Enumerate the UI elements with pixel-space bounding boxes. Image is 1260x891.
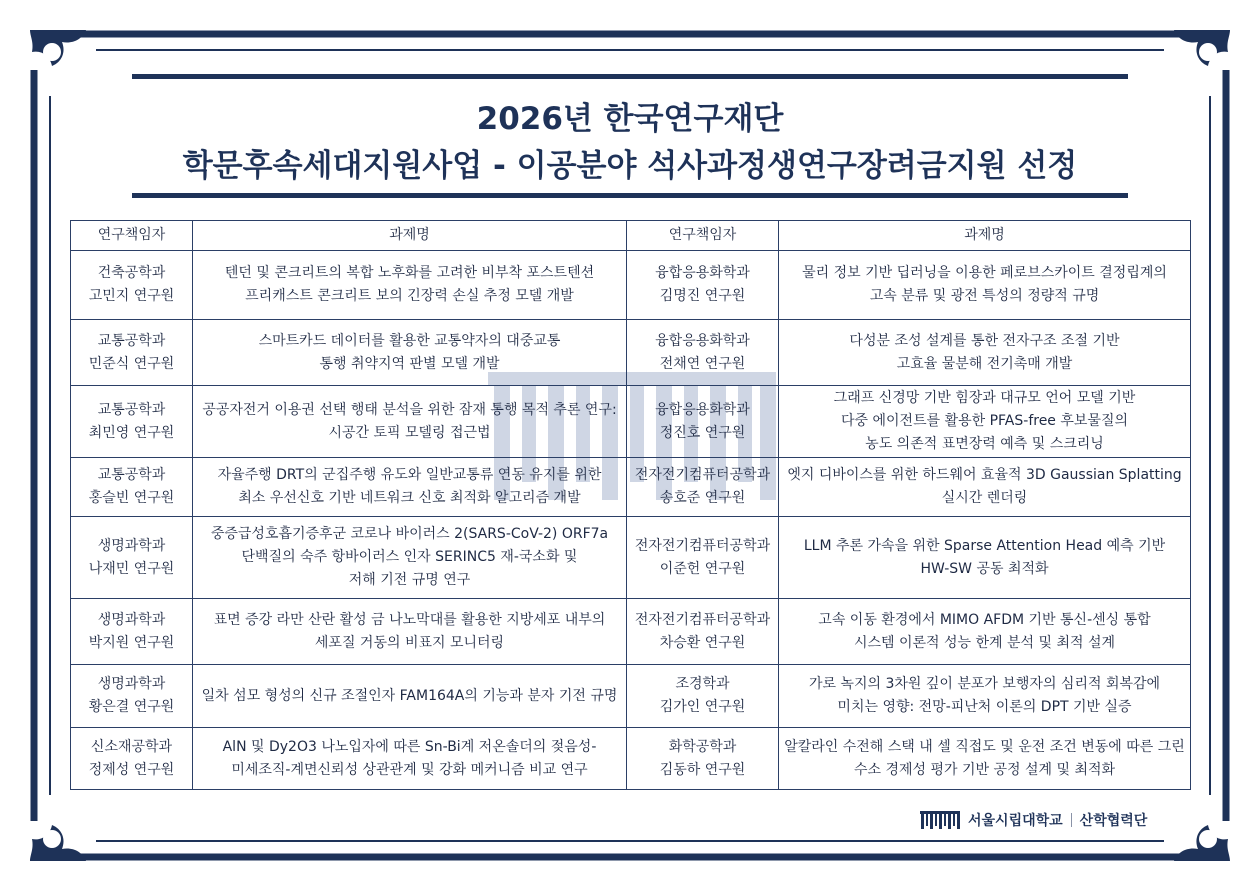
right-project-title-line: 가로 녹지의 3차원 깊이 분포가 보행자의 심리적 회복감에 — [808, 676, 1161, 692]
left-researcher-cell — [71, 251, 193, 320]
selection-table — [70, 220, 1191, 790]
left-project-title-cell — [193, 251, 627, 320]
footer-university: 서울시립대학교 — [968, 813, 1063, 829]
page-title-line1: 2026년 한국연구재단 — [476, 101, 784, 137]
right-researcher-name: 이준헌 연구원 — [659, 560, 746, 577]
left-department: 신소재공학과 — [90, 738, 173, 755]
right-project-title-line: 알칼라인 수전해 스택 내 셀 직접도 및 운전 조건 변동에 따른 그린 — [784, 738, 1185, 755]
table-row — [71, 386, 1191, 458]
left-project-title-cell — [193, 320, 627, 386]
header-project-right: 과제명 — [779, 221, 1191, 251]
right-project-title-line: 시스템 이론적 성능 한계 분석 및 최적 설계 — [853, 634, 1116, 651]
left-department: 생명과학과 — [97, 537, 166, 554]
right-researcher-name: 정진호 연구원 — [659, 424, 746, 441]
right-project-title-cell — [779, 320, 1191, 386]
table-row — [71, 599, 1191, 665]
right-department: 융합응용화학과 — [655, 332, 750, 349]
left-project-title-line: 시공간 토픽 모델링 접근법 — [328, 424, 491, 441]
right-department: 전자전기컴퓨터공학과 — [634, 467, 771, 483]
right-project-title-line: 고효율 물분해 전기촉매 개발 — [896, 355, 1073, 372]
left-researcher-cell — [71, 599, 193, 665]
right-researcher-name: 전채연 연구원 — [659, 355, 746, 372]
right-project-title-cell — [779, 458, 1191, 517]
right-project-title-line: 미치는 영향: 전망-피난처 이론의 DPT 기반 실증 — [837, 699, 1132, 715]
right-researcher-cell — [627, 728, 779, 790]
right-researcher-cell — [627, 599, 779, 665]
right-project-title-cell — [779, 599, 1191, 665]
left-project-title-cell — [193, 517, 627, 599]
right-department: 융합응용화학과 — [655, 265, 750, 281]
right-researcher-name: 송호준 연구원 — [659, 490, 746, 506]
left-project-title-cell — [193, 728, 627, 790]
left-researcher-name: 나재민 연구원 — [88, 560, 175, 577]
left-department: 생명과학과 — [97, 611, 166, 628]
left-project-title-cell — [193, 665, 627, 728]
footer-logo — [920, 808, 1160, 832]
header-researcher-right: 연구책임자 — [627, 221, 779, 251]
right-project-title-cell — [779, 517, 1191, 599]
footer-office: 산학협력단 — [1079, 813, 1148, 829]
title-block — [132, 74, 1128, 200]
right-department: 전자전기컴퓨터공학과 — [634, 537, 771, 554]
left-project-title-line: 텐던 및 콘크리트의 복합 노후화를 고려한 비부착 포스트텐션 — [224, 265, 595, 281]
right-project-title-line: LLM 추론 가속을 위한 Sparse Attention Head 예측 기반 — [803, 537, 1166, 554]
right-project-title-line: 물리 정보 기반 딥러닝을 이용한 페로브스카이트 결정립계의 — [802, 265, 1167, 281]
right-researcher-cell — [627, 386, 779, 458]
right-department: 융합응용화학과 — [655, 401, 750, 418]
table-row — [71, 665, 1191, 728]
left-project-title-line: 프리캐스트 콘크리트 보의 긴장력 손실 추정 모델 개발 — [245, 288, 574, 304]
left-researcher-cell — [71, 386, 193, 458]
header-researcher-left: 연구책임자 — [71, 221, 193, 251]
table-row — [71, 517, 1191, 599]
right-researcher-cell — [627, 458, 779, 517]
left-department: 건축공학과 — [97, 265, 166, 281]
right-researcher-cell — [627, 665, 779, 728]
right-researcher-name: 차승환 연구원 — [659, 634, 746, 651]
left-researcher-name: 최민영 연구원 — [88, 424, 175, 441]
left-project-title-line: 저해 기전 규명 연구 — [348, 572, 471, 588]
left-project-title-line: 중증급성호흡기증후군 코로나 바이러스 2(SARS-CoV-2) ORF7a — [210, 526, 609, 542]
right-researcher-name: 김동하 연구원 — [659, 761, 746, 778]
right-project-title-line: 수소 경제성 평가 기반 공정 설계 및 최적화 — [853, 761, 1116, 778]
left-researcher-name: 황은결 연구원 — [88, 699, 175, 715]
right-project-title-line: HW-SW 공동 최적화 — [920, 560, 1049, 577]
left-project-title-line: 표면 증강 라만 산란 활성 금 나노막대를 활용한 지방세포 내부의 — [213, 611, 606, 628]
right-researcher-name: 김명진 연구원 — [659, 288, 746, 304]
right-researcher-cell — [627, 320, 779, 386]
left-project-title-line: 자율주행 DRT의 군집주행 유도와 일반교통류 연동 유지를 위한 — [217, 467, 602, 483]
left-project-title-cell — [193, 599, 627, 665]
left-department: 생명과학과 — [97, 676, 166, 692]
left-project-title-line: 통행 취약지역 판별 모델 개발 — [319, 355, 500, 372]
left-project-title-line: 미세조직-계면신뢰성 상관관계 및 강화 메커니즘 비교 연구 — [231, 761, 588, 778]
left-project-title-line: AlN 및 Dy2O3 나노입자에 따른 Sn-Bi계 저온솔더의 젖음성- — [222, 738, 597, 755]
left-project-title-line: 일차 섬모 형성의 신규 조절인자 FAM164A의 기능과 분자 기전 규명 — [201, 687, 618, 704]
right-project-title-cell — [779, 251, 1191, 320]
right-project-title-line: 엣지 디바이스를 위한 하드웨어 효율적 3D Gaussian Splatting — [787, 467, 1182, 483]
right-project-title-cell — [779, 665, 1191, 728]
right-researcher-cell — [627, 251, 779, 320]
right-project-title-line: 고속 이동 환경에서 MIMO AFDM 기반 통신-센싱 통합 — [818, 611, 1151, 628]
footer-divider — [1071, 813, 1072, 827]
table-row — [71, 458, 1191, 517]
left-researcher-cell — [71, 320, 193, 386]
page-title-line2: 학문후속세대지원사업 - 이공분야 석사과정생연구장려금지원 선정 — [182, 148, 1078, 184]
right-researcher-name: 김가인 연구원 — [659, 699, 746, 715]
right-department: 전자전기컴퓨터공학과 — [634, 611, 771, 628]
left-researcher-name: 박지원 연구원 — [88, 634, 175, 651]
right-project-title-line: 다성분 조성 설계를 통한 전자구조 조절 기반 — [849, 332, 1120, 349]
left-department: 교통공학과 — [97, 332, 166, 349]
right-project-title-cell — [779, 728, 1191, 790]
header-project-left: 과제명 — [193, 221, 627, 251]
left-project-title-line: 스마트카드 데이터를 활용한 교통약자의 대중교통 — [258, 332, 561, 349]
left-researcher-name: 정제성 연구원 — [88, 761, 175, 778]
table-row — [71, 320, 1191, 386]
table-header-row — [71, 221, 1191, 251]
right-project-title-line: 농도 의존적 표면장력 예측 및 스크리닝 — [865, 436, 1104, 452]
right-project-title-cell — [779, 386, 1191, 458]
right-department: 조경학과 — [675, 676, 730, 692]
left-project-title-cell — [193, 458, 627, 517]
left-researcher-name: 민준식 연구원 — [88, 355, 175, 372]
left-project-title-line: 세포질 거동의 비표지 모니터링 — [314, 634, 505, 651]
left-project-title-line: 공공자전거 이용권 선택 행태 분석을 위한 잠재 통행 목적 추론 연구: — [202, 401, 617, 418]
right-researcher-cell — [627, 517, 779, 599]
right-project-title-line: 고속 분류 및 광전 특성의 정량적 규명 — [869, 288, 1100, 304]
left-project-title-cell — [193, 386, 627, 458]
title-bottom-rule — [132, 193, 1128, 198]
right-project-title-line: 실시간 렌더링 — [941, 490, 1028, 506]
left-researcher-cell — [71, 517, 193, 599]
left-project-title-line: 최소 우선신호 기반 네트워크 신호 최적화 알고리즘 개발 — [238, 490, 581, 506]
title-top-rule — [132, 74, 1128, 79]
table-row — [71, 728, 1191, 790]
left-project-title-line: 단백질의 숙주 항바이러스 인자 SERINC5 재-국소화 및 — [241, 549, 578, 565]
right-project-title-line: 그래프 신경망 기반 힘장과 대규모 언어 모델 기반 — [833, 390, 1136, 406]
left-researcher-cell — [71, 728, 193, 790]
left-department: 교통공학과 — [97, 467, 166, 483]
table-row — [71, 251, 1191, 320]
left-researcher-name: 홍슬빈 연구원 — [88, 490, 175, 506]
left-researcher-name: 고민지 연구원 — [88, 288, 175, 304]
left-department: 교통공학과 — [97, 401, 166, 418]
right-department: 화학공학과 — [668, 738, 737, 755]
right-project-title-line: 다중 에이전트를 활용한 PFAS-free 후보물질의 — [841, 413, 1128, 429]
university-logo-icon — [920, 811, 960, 829]
left-researcher-cell — [71, 458, 193, 517]
left-researcher-cell — [71, 665, 193, 728]
